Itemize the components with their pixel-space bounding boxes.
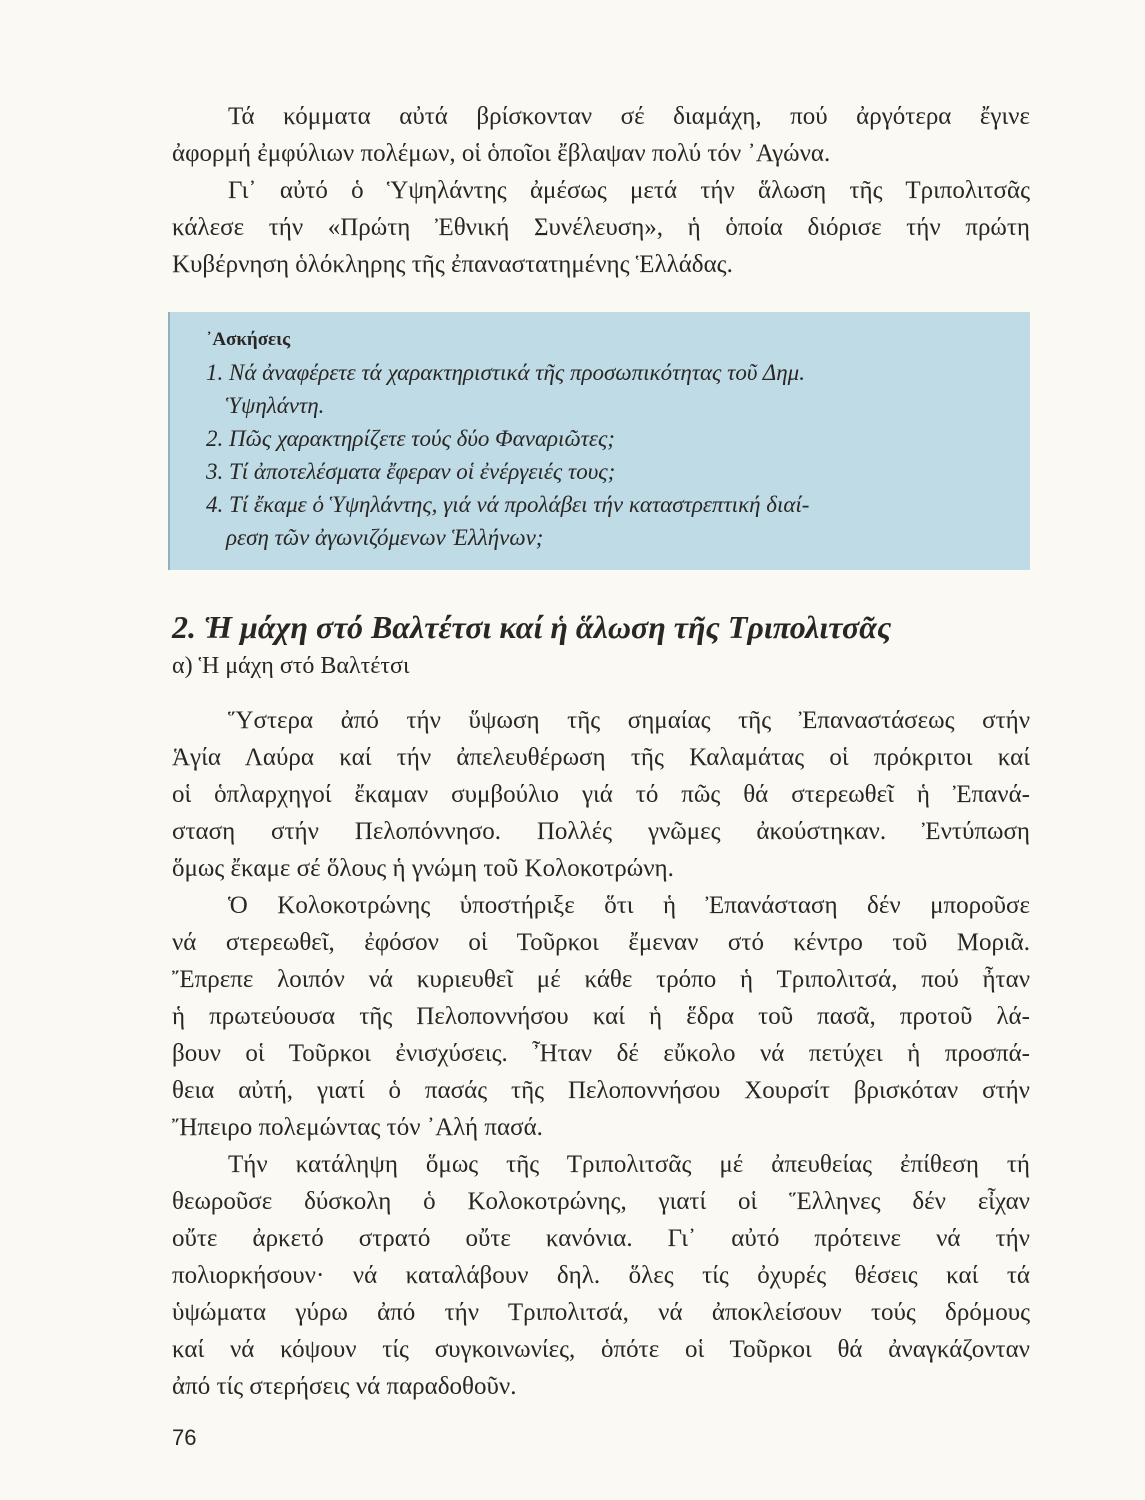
text-line: οὔτε ἀρκετό στρατό οὔτε κανόνια. Γι᾿ αὐτό πρότεινε νά τήν (172, 1225, 1030, 1252)
text-line: κάλεσε τήν «Πρώτη Ἐθνική Συνέλευση», ἡ ὁποία διόρισε τήν πρώτη (172, 214, 1030, 241)
text-line: ὅμως ἔκαμε σέ ὅλους ἡ γνώμη τοῦ Κολοκοτρώνη. (172, 855, 674, 882)
text-line: Κυβέρνηση ὁλόκληρης τῆς ἐπαναστατημένης Ἑλλάδας. (172, 251, 733, 278)
text-line: νά στερεωθεῖ, ἐφόσον οἱ Τοῦρκοι ἔμεναν στό κέντρο τοῦ Μοριᾶ. (172, 929, 1030, 956)
text-line: Γι᾿ αὐτό ὁ Ὑψηλάντης ἀμέσως μετά τήν ἅλωση τῆς Τριπολιτσᾶς (228, 177, 1030, 204)
subsection-heading: α) Ἡ μάχη στό Βαλτέτσι (172, 653, 410, 679)
text-line: Ὁ Κολοκοτρώνης ὑποστήριξε ὅτι ἡ Ἐπανάσταση δέν μποροῦσε (228, 892, 1030, 919)
exercise-line: 4. Τί ἔκαμε ὁ Ὑψηλάντης, γιά νά προλάβει τήν καταστρεπτική διαί- (206, 492, 810, 517)
text-line: ἀπό τίς στερήσεις νά παραδοθοῦν. (172, 1373, 517, 1400)
exercises-title: ᾿Ασκήσεις (206, 329, 291, 350)
text-line: Τά κόμματα αὐτά βρίσκονταν σέ διαμάχη, πού ἀργότερα ἔγινε (228, 103, 1030, 130)
section-heading: 2. Ἡ μάχη στό Βαλτέτσι καί ἡ ἅλωση τῆς Τριπολιτσᾶς (172, 609, 892, 645)
document-page (172, 0, 1030, 1452)
exercise-line: 3. Τί ἀποτελέσματα ἔφεραν οἱ ἐνέργειές τους; (206, 459, 616, 484)
exercise-line: 1. Νά ἀναφέρετε τά χαρακτηριστικά τῆς προσωπικότητας τοῦ Δημ. (206, 360, 805, 385)
intro-text (172, 98, 1030, 283)
text-line: ἀφορμή ἐμφύλιων πολέμων, οἱ ὁποῖοι ἔβλαψαν πολύ τόν ᾿Αγώνα. (172, 140, 831, 167)
text-line: Ἁγία Λαύρα καί τήν ἀπελευθέρωση τῆς Καλαμάτας οἱ πρόκριτοι καί (172, 744, 1030, 771)
page-number: 76 (172, 1425, 197, 1450)
text-line: Ἤπειρο πολεμώντας τόν ᾿Αλή πασά. (172, 1114, 543, 1141)
text-line: καί νά κόψουν τίς συγκοινωνίες, ὁπότε οἱ Τοῦρκοι θά ἀναγκάζονταν (172, 1336, 1030, 1363)
text-line: σταση στήν Πελοπόννησο. Πολλές γνῶμες ἀκούστηκαν. Ἐντύπωση (172, 818, 1030, 845)
text-line: Τήν κατάληψη ὅμως τῆς Τριπολιτσᾶς μέ ἀπευθείας ἐπίθεση τή (228, 1151, 1030, 1178)
text-line: θεια αὐτή, γιατί ὁ πασάς τῆς Πελοποννήσου Χουρσίτ βρισκόταν στήν (172, 1077, 1030, 1104)
text-line: Ὕστερα ἀπό τήν ὕψωση τῆς σημαίας τῆς Ἐπαναστάσεως στήν (228, 707, 1030, 734)
text-line: θεωροῦσε δύσκολη ὁ Κολοκοτρώνης, γιατί οἱ Ἕλληνες δέν εἶχαν (172, 1188, 1030, 1215)
text-line: ὑψώματα γύρω ἀπό τήν Τριπολιτσά, νά ἀποκλείσουν τούς δρόμους (172, 1299, 1030, 1326)
exercises-list (206, 356, 1000, 554)
text-line: βουν οἱ Τοῦρκοι ἐνισχύσεις. Ἦταν δέ εὔκολο νά πετύχει ἡ προσπά- (172, 1040, 1030, 1067)
text-line: ἡ πρωτεύουσα τῆς Πελοποννήσου καί ἡ ἕδρα τοῦ πασᾶ, προτοῦ λά- (172, 1003, 1030, 1030)
body-text (172, 702, 1030, 1405)
exercise-line: 2. Πῶς χαρακτηρίζετε τούς δύο Φαναριῶτες; (206, 426, 615, 451)
text-line: Ἔπρεπε λοιπόν νά κυριευθεῖ μέ κάθε τρόπο ἡ Τριπολιτσά, πού ἦταν (172, 966, 1030, 993)
exercise-line: Ὑψηλάντη. (226, 393, 325, 418)
exercise-line: ρεση τῶν ἀγωνιζόμενων Ἑλλήνων; (226, 525, 544, 550)
text-line: πολιορκήσουν· νά καταλάβουν δηλ. ὅλες τίς ὀχυρές θέσεις καί τά (172, 1262, 1030, 1289)
text-line: οἱ ὁπλαρχηγοί ἔκαμαν συμβούλιο γιά τό πῶς θά στερεωθεῖ ἡ Ἐπανά- (172, 781, 1030, 808)
exercises-box (168, 312, 1030, 570)
